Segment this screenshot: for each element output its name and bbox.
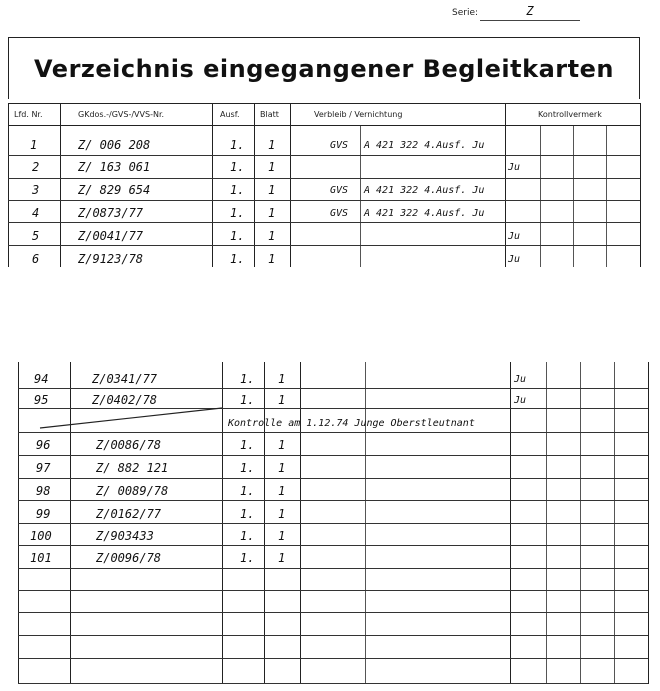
row-number: 99 (36, 507, 51, 521)
blatt-value: 1 (268, 229, 276, 243)
ausf-value: 1. (230, 160, 245, 174)
row-number: 2 (32, 160, 40, 174)
ausf-value: 1. (240, 529, 255, 543)
ausf-value: 1. (240, 372, 255, 386)
row-number: 94 (34, 372, 49, 386)
ausf-value: 1. (240, 551, 255, 565)
blatt-value: 1 (278, 438, 286, 452)
ausf-value: 1. (240, 507, 255, 521)
gk-number: Z/9123/78 (78, 252, 144, 266)
ausf-value: 1. (230, 183, 245, 197)
kontroll-mark: Ju (508, 162, 521, 173)
gk-number: Z/ 829 654 (78, 183, 151, 197)
ausf-value: 1. (230, 138, 245, 152)
blatt-value: 1 (278, 551, 286, 565)
kontroll-mark: Ju (514, 374, 527, 385)
row-number: 5 (32, 229, 40, 243)
gvs-mark: GVS (330, 185, 349, 196)
row-number: 4 (32, 206, 40, 220)
row-number: 98 (36, 484, 51, 498)
col-header-ausf: Ausf. (220, 110, 240, 119)
row-number: 3 (32, 183, 40, 197)
gk-number: Z/0873/77 (78, 206, 144, 220)
ausf-value: 1. (230, 229, 245, 243)
gk-number: Z/0162/77 (96, 507, 162, 521)
blatt-value: 1 (278, 461, 286, 475)
kontroll-mark: Ju (508, 254, 521, 265)
gk-number: Z/ 163 061 (78, 160, 151, 174)
kontroll-mark: Ju (508, 231, 521, 242)
blatt-value: 1 (268, 160, 276, 174)
col-header-gk: GKdos.-/GVS-/VVS-Nr. (78, 110, 165, 119)
row-number: 6 (32, 252, 40, 266)
gk-number: Z/0086/78 (96, 438, 162, 452)
serie-value: Z (480, 4, 580, 21)
blatt-value: 1 (268, 252, 276, 266)
col-header-kontroll: Kontrollvermerk (538, 110, 602, 119)
gk-number: Z/0402/78 (92, 393, 158, 407)
gvs-mark: GVS (330, 208, 349, 219)
gk-number: Z/0341/77 (92, 372, 158, 386)
gk-number: Z/ 0089/78 (96, 484, 169, 498)
col-header-blatt: Blatt (260, 110, 279, 119)
blatt-value: 1 (268, 206, 276, 220)
col-header-lfd: Lfd. Nr. (14, 110, 43, 119)
blatt-value: 1 (278, 393, 286, 407)
blatt-value: 1 (278, 529, 286, 543)
row-number: 97 (36, 461, 51, 475)
verbleib-text: A 421 322 4.Ausf. Ju (364, 185, 485, 196)
ausf-value: 1. (230, 206, 245, 220)
serie-label: Serie: (452, 8, 479, 18)
ausf-value: 1. (240, 393, 255, 407)
row-number: 1 (30, 138, 38, 152)
ausf-value: 1. (240, 461, 255, 475)
kontroll-mark: Ju (514, 395, 527, 406)
row-number: 96 (36, 438, 51, 452)
gk-number: Z/ 882 121 (96, 461, 169, 475)
blatt-value: 1 (278, 372, 286, 386)
blatt-value: 1 (268, 138, 276, 152)
gvs-mark: GVS (330, 140, 349, 151)
verbleib-text: A 421 322 4.Ausf. Ju (364, 140, 485, 151)
control-note: Kontrolle am 1.12.74 Junge Oberstleutnant (228, 418, 475, 429)
blatt-value: 1 (268, 183, 276, 197)
blatt-value: 1 (278, 507, 286, 521)
verbleib-text: A 421 322 4.Ausf. Ju (364, 208, 485, 219)
col-header-verbleib: Verbleib / Vernichtung (314, 110, 403, 119)
ausf-value: 1. (240, 484, 255, 498)
gk-number: Z/903433 (96, 529, 154, 543)
page-title: Verzeichnis eingegangener Begleitkarten (34, 55, 614, 83)
gk-number: Z/0096/78 (96, 551, 162, 565)
ausf-value: 1. (230, 252, 245, 266)
gk-number: Z/ 006 208 (78, 138, 151, 152)
gk-number: Z/0041/77 (78, 229, 144, 243)
ausf-value: 1. (240, 438, 255, 452)
row-number: 101 (30, 551, 52, 565)
blatt-value: 1 (278, 484, 286, 498)
row-number: 95 (34, 393, 49, 407)
row-number: 100 (30, 529, 52, 543)
